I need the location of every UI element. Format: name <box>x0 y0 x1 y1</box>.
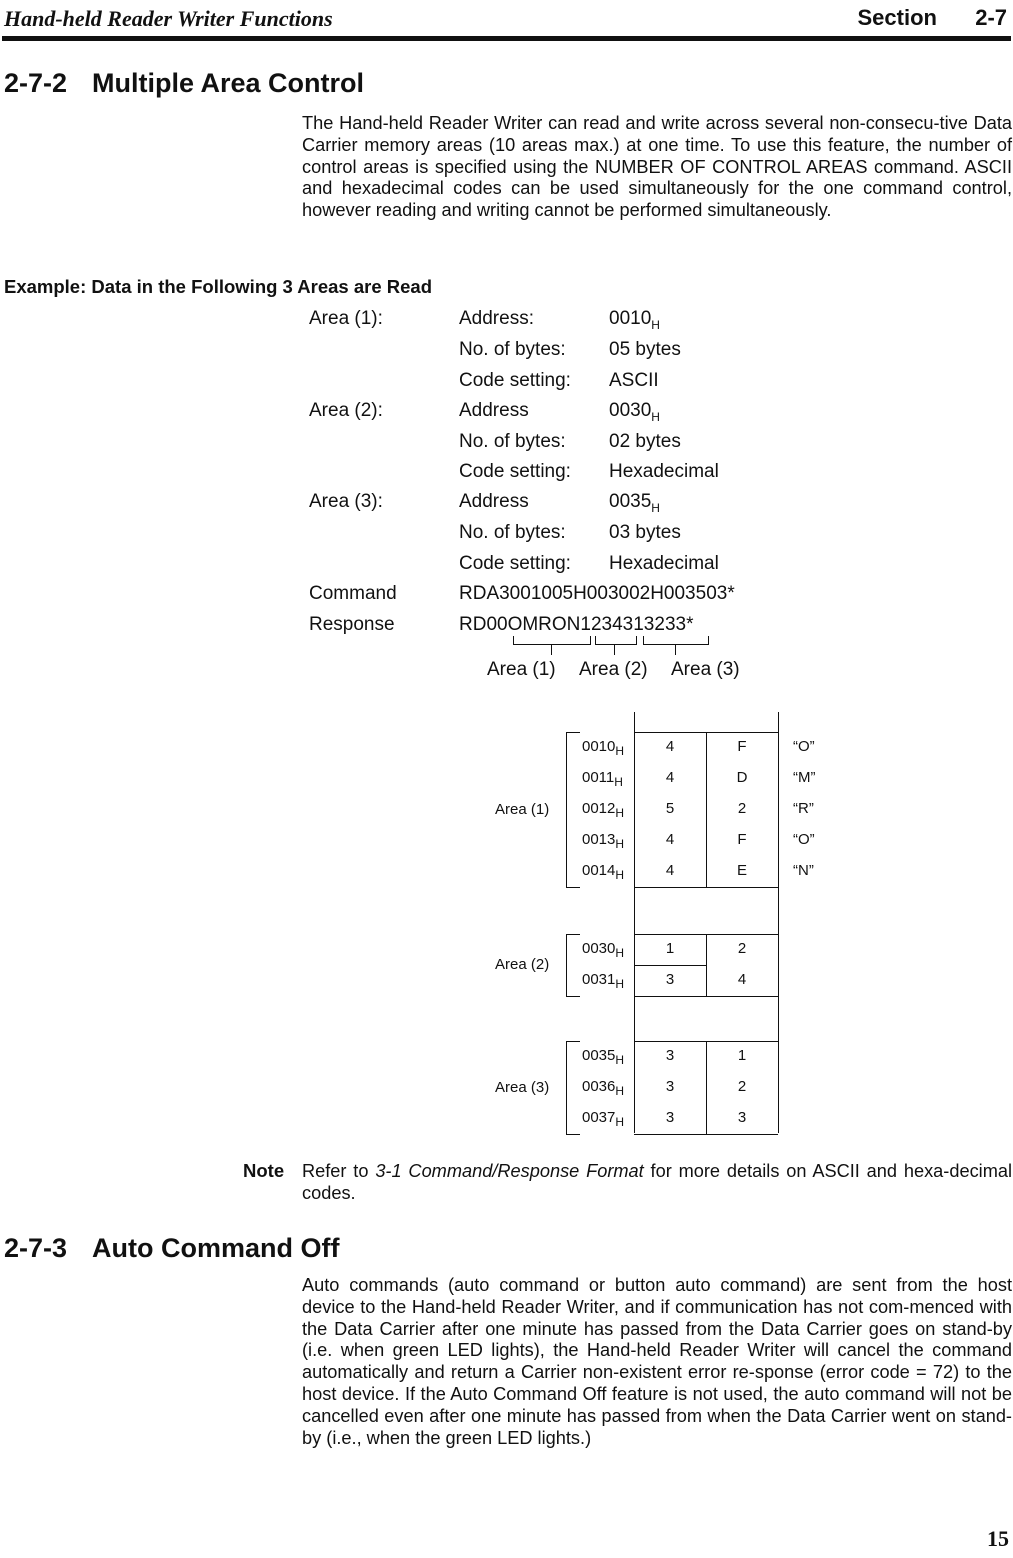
bytes-value <box>609 522 681 544</box>
low-nibble: F <box>737 831 747 848</box>
area-bracket <box>566 1041 567 1134</box>
section-title: Multiple Area Control <box>92 68 365 98</box>
area-bracket <box>566 934 567 996</box>
low-nibble: 3 <box>737 1109 747 1126</box>
code-setting-value-text: Hexadecimal <box>609 553 719 574</box>
hex-suffix: H <box>615 837 625 851</box>
bytes-label-text: No. of bytes: <box>459 431 566 452</box>
area-label-text: Area (2): <box>309 400 383 421</box>
response-area-label: Area (2) <box>579 659 648 680</box>
hex-suffix: H <box>615 1053 625 1067</box>
memory-address <box>582 831 625 851</box>
code-setting-value <box>609 370 659 392</box>
address-value-text: 0030 <box>609 400 652 421</box>
area-label-text: Area (1): <box>309 308 383 329</box>
note-paragraph <box>302 1161 1012 1205</box>
high-nibble: 3 <box>665 1078 675 1095</box>
hex-suffix: H <box>615 868 625 882</box>
high-nibble: 3 <box>665 1047 675 1064</box>
area-label: Area (1) <box>495 800 550 818</box>
header-rule <box>2 36 1011 41</box>
low-nibble: E <box>736 862 747 879</box>
code-setting-value <box>609 553 719 575</box>
code-setting-label-text: Code setting: <box>459 553 571 574</box>
area-bracket-cap <box>566 934 580 935</box>
bytes-value-text: 05 bytes <box>609 339 681 360</box>
code-setting-label <box>459 553 571 575</box>
low-nibble: 2 <box>737 940 747 957</box>
auto-command-paragraph <box>302 1275 1012 1449</box>
section-number: 2-7-3 <box>4 1233 68 1263</box>
group-bottom-border <box>634 887 778 888</box>
ascii-character: “N” <box>793 862 814 879</box>
address-text: 0010 <box>582 738 616 755</box>
memory-block-left-edge <box>634 712 635 1133</box>
address-label-text: Address <box>459 491 529 512</box>
high-nibble: 3 <box>665 971 675 988</box>
memory-block-right-edge <box>778 712 779 1133</box>
low-nibble: 2 <box>737 800 747 817</box>
low-nibble: 4 <box>737 971 747 988</box>
hex-suffix: H <box>651 318 660 332</box>
code-setting-label <box>459 461 571 483</box>
area-label-text: Area (3): <box>309 491 383 512</box>
response-area-label: Area (3) <box>671 659 740 680</box>
bytes-value <box>609 431 681 453</box>
section-label: Section <box>857 5 937 30</box>
memory-address <box>582 738 625 758</box>
high-nibble: 4 <box>665 862 675 879</box>
section-number: 2-7-2 <box>4 68 68 98</box>
address-text: 0013 <box>582 831 616 848</box>
note-text: for more details on ASCII and hexa-decimal codes. <box>302 1161 1013 1203</box>
nibble-divider <box>706 1041 707 1134</box>
command-label: Command <box>309 583 397 604</box>
hex-suffix: H <box>615 806 625 820</box>
address-value-text: 0035 <box>609 491 652 512</box>
high-nibble: 3 <box>665 1109 675 1126</box>
page-number: 15 <box>987 1526 1009 1551</box>
response-area-label: Area (1) <box>487 659 556 680</box>
ascii-character: “R” <box>793 800 814 817</box>
address-value <box>609 308 660 330</box>
bytes-value <box>609 339 681 361</box>
area-bracket-cap <box>566 732 580 733</box>
bytes-value-text: 02 bytes <box>609 431 681 452</box>
group-bottom-border <box>634 996 778 997</box>
high-nibble: 1 <box>665 940 675 957</box>
memory-address <box>582 800 625 820</box>
hex-suffix: H <box>615 744 625 758</box>
bytes-label <box>459 431 566 453</box>
high-nibble: 5 <box>665 800 675 817</box>
area-bracket-cap <box>566 1041 580 1042</box>
area-bracket-cap <box>566 996 580 997</box>
low-nibble: 2 <box>737 1078 747 1095</box>
ascii-character: “M” <box>793 769 816 786</box>
high-nibble: 4 <box>665 769 675 786</box>
code-setting-value-text: ASCII <box>609 370 659 391</box>
bytes-label <box>459 339 566 361</box>
address-text: 0012 <box>582 800 616 817</box>
section-title: Auto Command Off <box>92 1233 340 1263</box>
response-label: Response <box>309 614 395 635</box>
note-text: Refer to <box>302 1161 376 1181</box>
hex-suffix: H <box>615 946 625 960</box>
response-bracket-area3 <box>643 636 709 645</box>
code-setting-value-text: Hexadecimal <box>609 461 719 482</box>
memory-address <box>582 1047 625 1067</box>
hex-suffix: H <box>651 410 660 424</box>
row-divider <box>634 965 706 966</box>
nibble-divider <box>706 732 707 887</box>
low-nibble: F <box>737 738 747 755</box>
address-value <box>609 400 660 422</box>
memory-address <box>582 940 625 960</box>
hex-suffix: H <box>615 1084 625 1098</box>
code-setting-value <box>609 461 719 483</box>
address-text: 0014 <box>582 862 616 879</box>
ascii-character: “O” <box>793 738 815 755</box>
response-bracket-tick <box>614 645 615 655</box>
memory-address <box>582 862 625 882</box>
response-bracket-tick <box>675 645 676 655</box>
response-bracket-tick <box>551 645 552 655</box>
memory-address <box>582 971 625 991</box>
hex-suffix: H <box>651 501 660 515</box>
code-setting-label-text: Code setting: <box>459 370 571 391</box>
address-label <box>459 491 529 513</box>
section-heading-2-7-2 <box>4 68 364 99</box>
address-label <box>459 400 529 422</box>
response-bracket-area2 <box>595 636 637 645</box>
area-bracket <box>566 732 567 887</box>
running-header-title: Hand-held Reader Writer Functions <box>4 6 333 31</box>
area-label: Area (3) <box>495 1078 550 1096</box>
memory-address <box>582 1078 625 1098</box>
address-text: 0037 <box>582 1109 616 1126</box>
memory-address <box>582 1109 625 1129</box>
address-value-text: 0010 <box>609 308 652 329</box>
low-nibble: 1 <box>737 1047 747 1064</box>
example-heading: Example: Data in the Following 3 Areas are Read <box>4 276 433 297</box>
address-label-text: Address <box>459 400 529 421</box>
hex-suffix: H <box>615 1115 625 1129</box>
address-label <box>459 308 534 330</box>
group-bottom-border <box>634 1134 778 1135</box>
address-text: 0030 <box>582 940 616 957</box>
paragraph-text: The Hand-held Reader Writer can read and write across several non-consecu-tive Data Carrier memory areas (10 areas max.) at one time. To use this feature, the number of control areas is specified using the NUMBER OF CONTROL AREAS command. ASCII and hexadecimal codes can be used simultaneously for the one command control, however reading and writing cannot be performed simultaneously. <box>302 113 1012 221</box>
area-label: Area (2) <box>495 956 550 973</box>
address-text: 0036 <box>582 1078 616 1095</box>
paragraph-text: Auto commands (auto command or button auto command) are sent from the host device to the Hand-held Reader Writer, and if communication has not com-menced with the Data Carrier after one minute has passed from the Data Carrier goes on stand-by (i.e. when green LED lights), the Hand-held Reader Writer will cancel the command automatically and return a Carrier non-existent error re-sponse (error code = 72) to the host device. If the Auto Command Off feature is not used, the auto command will not be cancelled even after one minute has passed from when the Data Carrier went on stand-by (i.e., when the green LED lights.) <box>302 1275 1012 1448</box>
note-reference: 3-1 Command/Response Format <box>375 1161 644 1181</box>
section-heading-2-7-3 <box>4 1233 339 1264</box>
bytes-label-text: No. of bytes: <box>459 339 566 360</box>
section-number: 2-7 <box>975 5 1007 30</box>
area-label <box>309 400 383 422</box>
ascii-character: “O” <box>793 831 815 848</box>
hex-suffix: H <box>614 775 623 789</box>
hex-suffix: H <box>615 977 625 991</box>
address-label-text: Address: <box>459 308 534 329</box>
response-bracket-area1 <box>513 636 591 645</box>
bytes-label <box>459 522 566 544</box>
multiple-area-paragraph <box>302 113 1012 222</box>
low-nibble: D <box>736 769 748 786</box>
address-text: 0035 <box>582 1047 616 1064</box>
command-string: RDA3001005H003002H003503* <box>459 583 735 604</box>
code-setting-label <box>459 370 571 392</box>
area-label <box>309 308 383 330</box>
address-text: 0011 <box>582 769 615 786</box>
area-bracket-cap <box>566 887 580 888</box>
response-string: RD00OMRON1234313233* <box>459 614 694 635</box>
bytes-value-text: 03 bytes <box>609 522 681 543</box>
bytes-label-text: No. of bytes: <box>459 522 566 543</box>
address-value <box>609 491 660 513</box>
high-nibble: 4 <box>665 738 675 755</box>
nibble-divider <box>706 934 707 996</box>
area-bracket-cap <box>566 1134 580 1135</box>
memory-address <box>582 769 623 789</box>
code-setting-label-text: Code setting: <box>459 461 571 482</box>
running-header-section <box>857 5 1007 31</box>
note-label: Note <box>243 1160 285 1181</box>
address-text: 0031 <box>582 971 616 988</box>
high-nibble: 4 <box>665 831 675 848</box>
area-label <box>309 491 383 513</box>
